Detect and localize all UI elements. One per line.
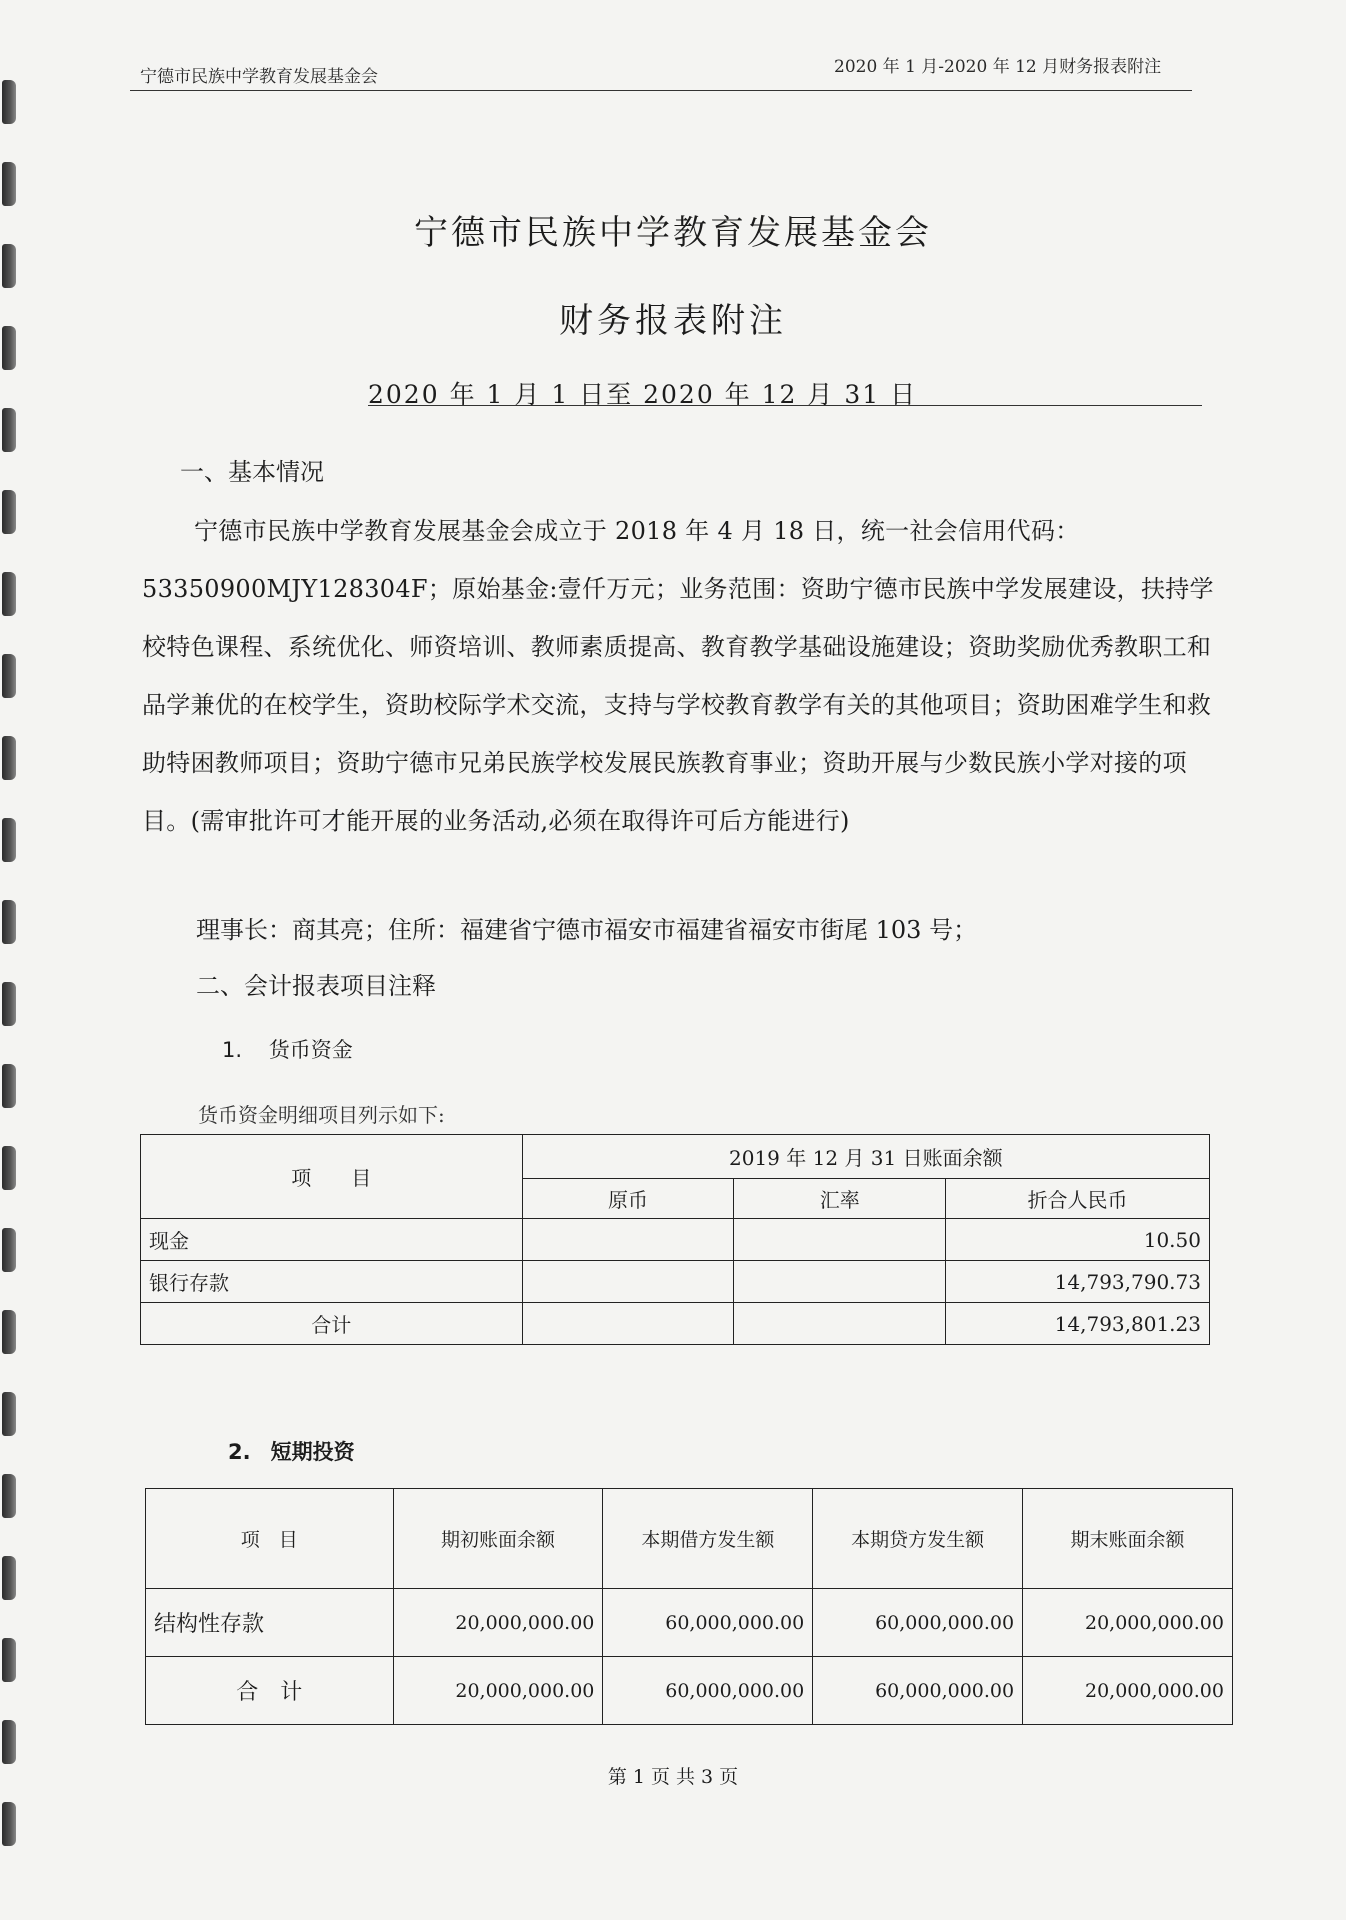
cash-table	[140, 1134, 1210, 1345]
binding-hole	[2, 736, 16, 780]
cell-orig	[522, 1303, 734, 1345]
cash-col-rmb: 折合人民币	[946, 1179, 1210, 1219]
cash-col-group: 2019 年 12 月 31 日账面余额	[522, 1135, 1209, 1179]
cell-credit: 60,000,000.00	[813, 1657, 1023, 1725]
cell-item: 银行存款	[141, 1261, 523, 1303]
binding-hole	[2, 1310, 16, 1354]
binding-hole	[2, 572, 16, 616]
binding-hole	[2, 1638, 16, 1682]
cell-rmb: 14,793,801.23	[946, 1303, 1210, 1345]
table-row	[141, 1261, 1210, 1303]
invest-col-end: 期末账面余额	[1023, 1489, 1233, 1589]
cell-debit: 60,000,000.00	[603, 1657, 813, 1725]
binding-hole	[2, 818, 16, 862]
header-org: 宁德市民族中学教育发展基金会	[140, 67, 378, 87]
cell-begin: 20,000,000.00	[393, 1589, 603, 1657]
binding-hole	[2, 1392, 16, 1436]
cash-col-item: 项 目	[141, 1135, 523, 1219]
section1-heading: 一、基本情况	[180, 458, 324, 486]
binding-holes	[0, 0, 30, 1920]
binding-hole	[2, 1720, 16, 1764]
binding-hole	[2, 1474, 16, 1518]
cell-credit: 60,000,000.00	[813, 1589, 1023, 1657]
cash-col-rate: 汇率	[734, 1179, 946, 1219]
doc-title: 财务报表附注	[559, 301, 787, 341]
header-period: 2020 年 1 月-2020 年 12 月财务报表附注	[834, 57, 1162, 77]
cell-orig	[522, 1261, 734, 1303]
binding-hole	[2, 80, 16, 124]
binding-hole	[2, 654, 16, 698]
section2-heading: 二、会计报表项目注释	[196, 972, 436, 1000]
cell-begin: 20,000,000.00	[393, 1657, 603, 1725]
cell-rate	[734, 1303, 946, 1345]
page-number: 第 1 页 共 3 页	[607, 1766, 739, 1788]
table-row	[146, 1657, 1233, 1725]
cell-item: 现金	[141, 1219, 523, 1261]
invest-table	[145, 1488, 1233, 1725]
binding-hole	[2, 162, 16, 206]
binding-hole	[2, 1228, 16, 1272]
cash-col-orig: 原币	[522, 1179, 734, 1219]
invest-heading	[228, 1436, 355, 1466]
cell-rmb: 10.50	[946, 1219, 1210, 1261]
binding-hole	[2, 490, 16, 534]
invest-title: 短期投资	[270, 1440, 355, 1464]
invest-col-item: 项 目	[146, 1489, 394, 1589]
cash-heading	[222, 1034, 353, 1064]
doc-period: 2020 年 1 月 1 日至 2020 年 12 月 31 日	[368, 380, 918, 409]
binding-hole	[2, 1064, 16, 1108]
cell-item: 合计	[141, 1303, 523, 1345]
section1-body: 宁德市民族中学教育发展基金会成立于 2018 年 4 月 18 日，统一社会信用代码：53350900MJY128304F；原始基金:壹仟万元；业务范围：资助宁德市民族中学发展建设，扶持学校特色课程、系统优化、师资培训、教师素质提高、教育教学基础设施建设；资助奖励优秀教职工和品学兼优的在校学生，资助校际学术交流，支持与学校教育教学有关的其他项目；资助困难学生和救助特困教师项目；资助宁德市兄弟民族学校发展民族教育事业；资助开展与少数民族小学对接的项目。(需审批许可才能开展的业务活动,必须在取得许可后方能进行)	[142, 517, 1214, 835]
invest-num: 2.	[228, 1440, 251, 1464]
cell-debit: 60,000,000.00	[603, 1589, 813, 1657]
binding-hole	[2, 408, 16, 452]
binding-hole	[2, 982, 16, 1026]
cell-end: 20,000,000.00	[1023, 1657, 1233, 1725]
header-rule	[130, 90, 1192, 91]
binding-hole	[2, 1802, 16, 1846]
binding-hole	[2, 1146, 16, 1190]
chair-line: 理事长：商其亮；住所：福建省宁德市福安市福建省福安市街尾 103 号；	[196, 916, 978, 944]
cell-item: 结构性存款	[146, 1589, 394, 1657]
invest-col-debit: 本期借方发生额	[603, 1489, 813, 1589]
binding-hole	[2, 900, 16, 944]
invest-col-credit: 本期贷方发生额	[813, 1489, 1023, 1589]
period-rule	[368, 405, 1202, 406]
cell-rate	[734, 1261, 946, 1303]
binding-hole	[2, 1556, 16, 1600]
cell-item: 合 计	[146, 1657, 394, 1725]
table-row	[141, 1219, 1210, 1261]
doc-title-org: 宁德市民族中学教育发展基金会	[414, 213, 932, 253]
cash-num: 1.	[222, 1038, 243, 1062]
cell-rmb: 14,793,790.73	[946, 1261, 1210, 1303]
cell-rate	[734, 1219, 946, 1261]
invest-col-begin: 期初账面余额	[393, 1489, 603, 1589]
cell-end: 20,000,000.00	[1023, 1589, 1233, 1657]
cash-caption: 货币资金明细项目列示如下:	[198, 1103, 445, 1127]
cell-orig	[522, 1219, 734, 1261]
table-row	[146, 1589, 1233, 1657]
table-row	[141, 1303, 1210, 1345]
cash-title: 货币资金	[268, 1038, 353, 1062]
